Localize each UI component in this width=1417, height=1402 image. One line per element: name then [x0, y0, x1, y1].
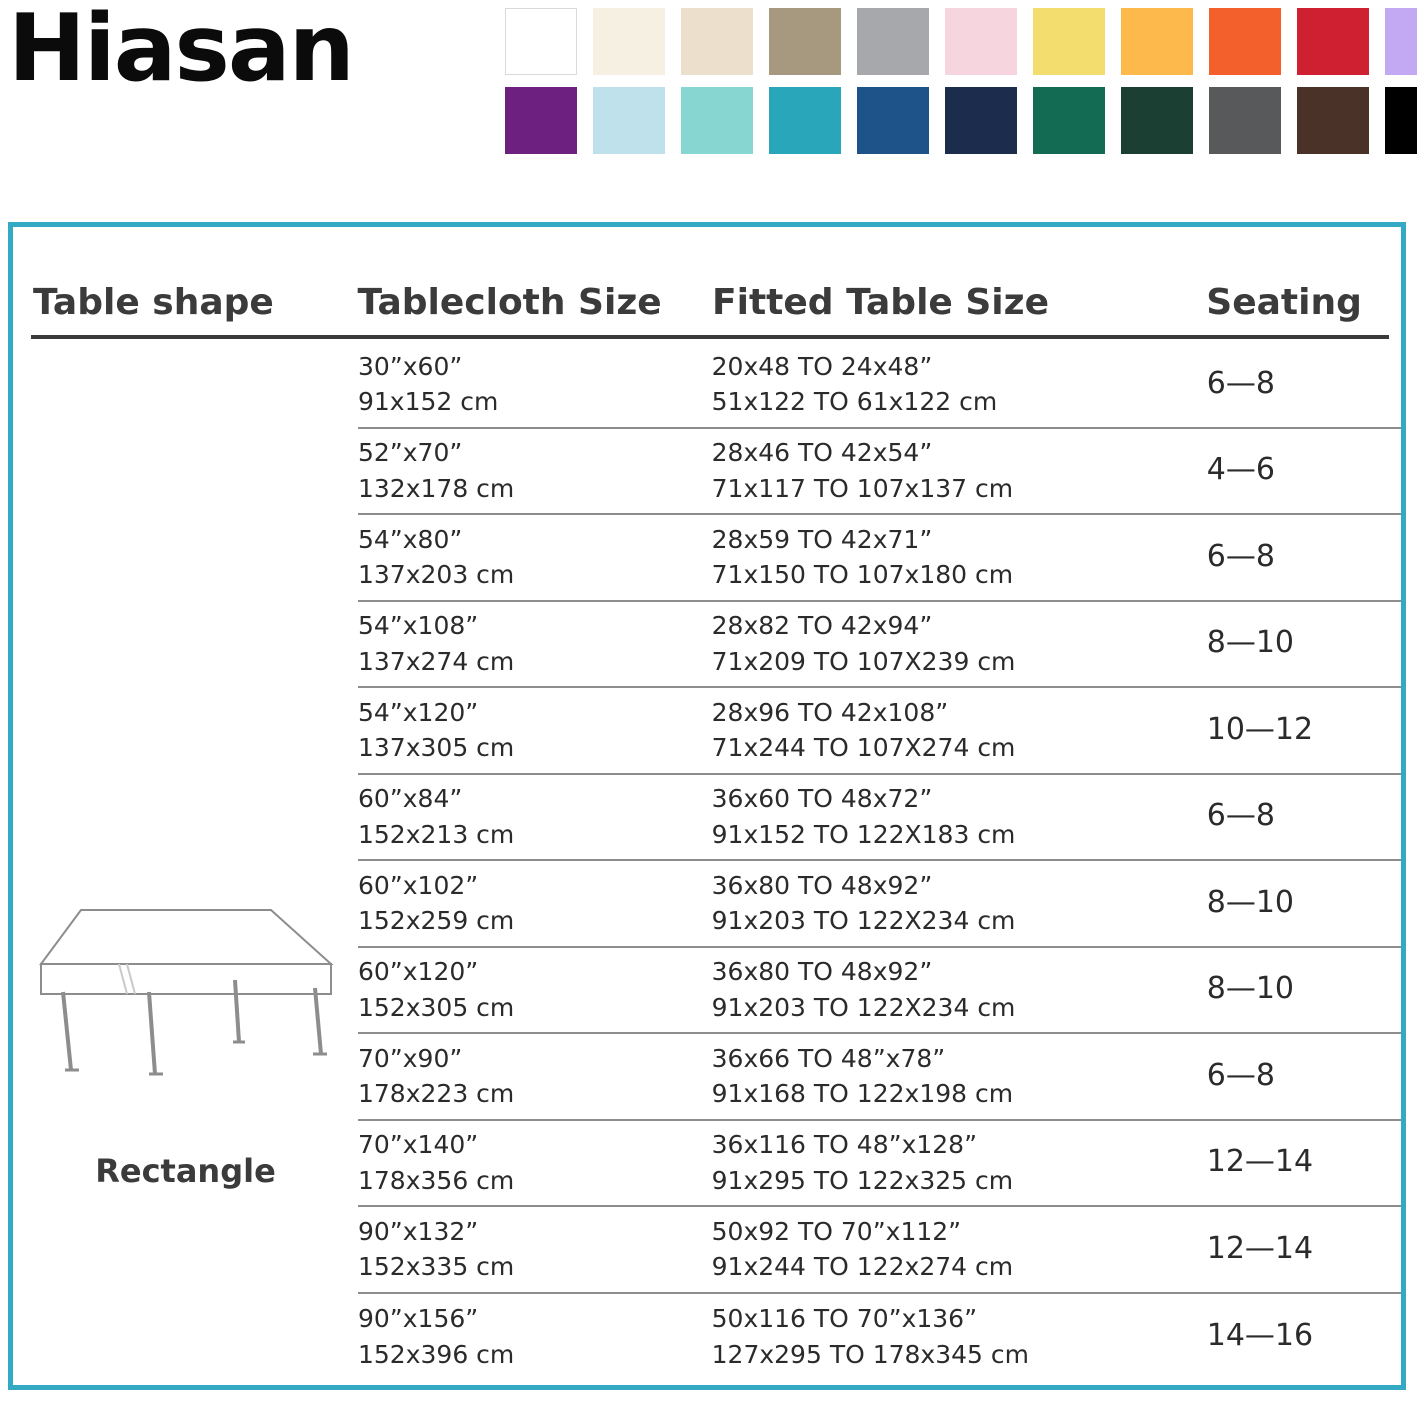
size-chart-card: [8, 222, 1406, 1390]
header: [0, 0, 1417, 180]
tablecloth-size-inches: 60”x120”: [358, 957, 479, 987]
fitted-size-cm: 71x150 TO 107x180 cm: [711, 560, 1014, 590]
cell-fitted-table-size: [712, 1214, 1205, 1285]
color-swatch-gray: [857, 8, 929, 75]
fitted-size-inches: 28x59 TO 42x71”: [711, 524, 933, 554]
color-swatch-yellow: [1033, 8, 1105, 75]
tablecloth-size-cm: 137x203 cm: [358, 560, 515, 590]
tablecloth-size-cm: 137x305 cm: [358, 733, 515, 763]
fitted-size-cm: 91x203 TO 122X234 cm: [711, 992, 1016, 1022]
cell-fitted-table-size: [712, 1041, 1205, 1112]
color-swatch-baby-blue: [593, 87, 665, 154]
cell-seating: 12—14: [1206, 1144, 1314, 1180]
color-swatch-navy: [945, 87, 1017, 154]
cell-tablecloth-size: [358, 1301, 712, 1372]
tablecloth-size-inches: 54”x108”: [358, 611, 479, 641]
table-row: [358, 1121, 1401, 1208]
color-swatch-orange: [1209, 8, 1281, 75]
tablecloth-size-inches: 30”x60”: [358, 351, 463, 381]
tablecloth-size-cm: 132x178 cm: [358, 473, 515, 503]
cell-tablecloth-size: [358, 522, 712, 593]
fitted-size-cm: 71x244 TO 107X274 cm: [711, 733, 1016, 763]
table-row: [358, 429, 1401, 516]
fitted-size-cm: 71x117 TO 107x137 cm: [711, 473, 1014, 503]
cell-tablecloth-size: [358, 695, 712, 766]
table-shape-label: Rectangle: [95, 1152, 276, 1190]
table-row: [358, 688, 1401, 775]
fitted-size-inches: 36x66 TO 48”x78”: [711, 1043, 946, 1073]
fitted-size-inches: 50x116 TO 70”x136”: [711, 1304, 978, 1334]
tablecloth-size-cm: 91x152 cm: [358, 387, 499, 417]
fitted-size-inches: 28x46 TO 42x54”: [711, 438, 933, 468]
cell-fitted-table-size: [712, 349, 1205, 420]
cell-seating: 6—8: [1206, 538, 1275, 574]
fitted-size-inches: 36x116 TO 48”x128”: [711, 1130, 978, 1160]
tablecloth-size-cm: 152x213 cm: [358, 819, 515, 849]
cell-fitted-table-size: [712, 695, 1205, 766]
cell-fitted-table-size: [712, 435, 1205, 506]
cell-seating: 12—14: [1206, 1230, 1314, 1266]
fitted-size-inches: 28x82 TO 42x94”: [711, 611, 933, 641]
cell-fitted-table-size: [712, 954, 1205, 1025]
color-swatch-lavender: [1385, 8, 1417, 75]
cell-tablecloth-size: [358, 349, 712, 420]
color-swatch-charcoal: [1209, 87, 1281, 154]
color-swatch-royal-blue: [857, 87, 929, 154]
color-swatch-white: [505, 8, 577, 75]
table-row: [358, 948, 1401, 1035]
cell-tablecloth-size: [358, 868, 712, 939]
fitted-size-inches: 36x60 TO 48x72”: [711, 784, 933, 814]
column-header-fitted-table-size: Fitted Table Size: [712, 282, 1049, 323]
color-swatch-beige: [681, 8, 753, 75]
color-swatch-hunter-green: [1121, 87, 1193, 154]
tablecloth-size-cm: 152x335 cm: [358, 1252, 515, 1282]
table-row: [358, 775, 1401, 862]
fitted-size-cm: 91x244 TO 122x274 cm: [711, 1252, 1014, 1282]
fitted-size-inches: 20x48 TO 24x48”: [711, 351, 933, 381]
cell-tablecloth-size: [358, 1214, 712, 1285]
tablecloth-size-inches: 60”x84”: [358, 784, 463, 814]
cell-seating: 4—6: [1206, 452, 1275, 488]
tablecloth-size-cm: 178x356 cm: [358, 1165, 515, 1195]
cell-seating: 6—8: [1206, 798, 1275, 834]
brand-logo: Hiasan: [8, 0, 353, 102]
cell-seating: 6—8: [1206, 365, 1275, 401]
tablecloth-size-cm: 152x396 cm: [358, 1339, 515, 1369]
column-header-tablecloth-size: Tablecloth Size: [357, 282, 662, 323]
color-swatch-taupe: [769, 8, 841, 75]
table-row: [358, 1294, 1401, 1381]
table-row: [358, 342, 1401, 429]
cell-fitted-table-size: [712, 1127, 1205, 1198]
fitted-size-inches: 36x80 TO 48x92”: [711, 957, 933, 987]
cell-tablecloth-size: [358, 608, 712, 679]
cell-seating: 8—10: [1206, 971, 1295, 1007]
color-swatch-light-pink: [945, 8, 1017, 75]
fitted-size-cm: 91x203 TO 122X234 cm: [711, 906, 1016, 936]
tablecloth-size-inches: 52”x70”: [358, 438, 463, 468]
cell-seating: 6—8: [1206, 1057, 1275, 1093]
cell-fitted-table-size: [712, 522, 1205, 593]
color-swatch-purple: [505, 87, 577, 154]
fitted-size-inches: 50x92 TO 70”x112”: [711, 1216, 962, 1246]
column-header-table-shape: Table shape: [33, 282, 274, 323]
tablecloth-size-inches: 60”x102”: [358, 870, 479, 900]
fitted-size-cm: 91x152 TO 122X183 cm: [711, 819, 1016, 849]
cell-fitted-table-size: [712, 868, 1205, 939]
cell-seating: 14—16: [1206, 1318, 1314, 1354]
color-swatch-black: [1385, 87, 1417, 154]
fitted-size-cm: 127x295 TO 178x345 cm: [711, 1339, 1029, 1369]
cell-seating: 8—10: [1206, 884, 1295, 920]
cell-fitted-table-size: [712, 608, 1205, 679]
fitted-size-cm: 71x209 TO 107X239 cm: [711, 646, 1016, 676]
tablecloth-size-inches: 90”x156”: [358, 1304, 479, 1334]
rectangle-table-icon: [23, 902, 343, 1082]
table-body: [13, 342, 1401, 1385]
cell-tablecloth-size: [358, 1127, 712, 1198]
cell-seating: 10—12: [1206, 711, 1314, 747]
fitted-size-cm: 91x295 TO 122x325 cm: [711, 1165, 1014, 1195]
tablecloth-size-cm: 152x305 cm: [358, 992, 515, 1022]
fitted-size-inches: 36x80 TO 48x92”: [711, 870, 933, 900]
cell-fitted-table-size: [712, 781, 1205, 852]
color-swatch-gold: [1121, 8, 1193, 75]
tablecloth-size-inches: 54”x80”: [358, 524, 463, 554]
tablecloth-size-cm: 137x274 cm: [358, 646, 515, 676]
tablecloth-size-cm: 178x223 cm: [358, 1079, 515, 1109]
tablecloth-size-inches: 70”x90”: [358, 1043, 463, 1073]
size-rows: [358, 342, 1401, 1385]
color-swatch-ivory: [593, 8, 665, 75]
cell-tablecloth-size: [358, 954, 712, 1025]
fitted-size-inches: 28x96 TO 42x108”: [711, 697, 949, 727]
color-swatch-teal: [769, 87, 841, 154]
color-swatch-grid: [505, 8, 1417, 154]
tablecloth-size-cm: 152x259 cm: [358, 906, 515, 936]
cell-tablecloth-size: [358, 781, 712, 852]
color-swatch-aqua: [681, 87, 753, 154]
column-header-seating: Seating: [1206, 282, 1362, 323]
cell-tablecloth-size: [358, 1041, 712, 1112]
table-row: [358, 602, 1401, 689]
tablecloth-size-inches: 54”x120”: [358, 697, 479, 727]
color-swatch-red: [1297, 8, 1369, 75]
tablecloth-size-inches: 70”x140”: [358, 1130, 479, 1160]
header-divider: [31, 335, 1389, 339]
tablecloth-size-inches: 90”x132”: [358, 1216, 479, 1246]
color-swatch-brown: [1297, 87, 1369, 154]
color-swatch-emerald: [1033, 87, 1105, 154]
fitted-size-cm: 51x122 TO 61x122 cm: [711, 387, 998, 417]
table-row: [358, 515, 1401, 602]
cell-fitted-table-size: [712, 1301, 1205, 1372]
cell-tablecloth-size: [358, 435, 712, 506]
table-header-row: [13, 227, 1401, 323]
table-shape-cell: [13, 342, 358, 1385]
cell-seating: 8—10: [1206, 625, 1295, 661]
table-row: [358, 1034, 1401, 1121]
table-row: [358, 1207, 1401, 1294]
fitted-size-cm: 91x168 TO 122x198 cm: [711, 1079, 1014, 1109]
table-row: [358, 861, 1401, 948]
